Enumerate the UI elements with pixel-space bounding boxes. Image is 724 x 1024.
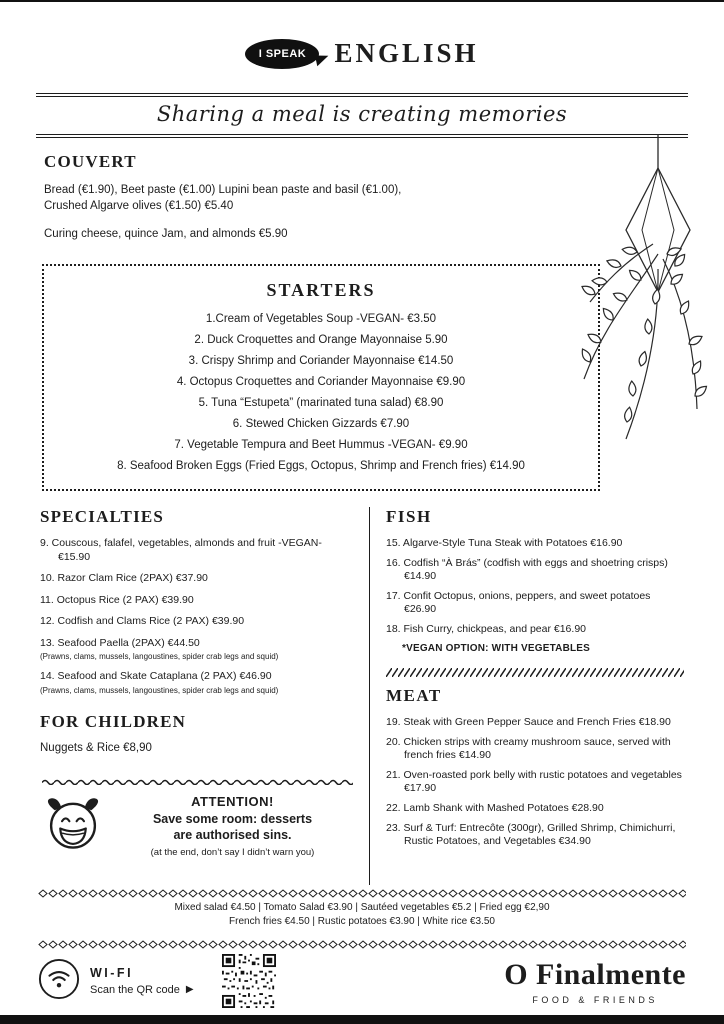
menu-item: 21. Oven-roasted pork belly with rustic potatoes and vegetables €17.90 bbox=[386, 769, 682, 794]
play-arrow-icon: ▶ bbox=[185, 984, 194, 995]
specialties-title: SPECIALTIES bbox=[40, 507, 165, 526]
left-column bbox=[40, 507, 370, 893]
footer bbox=[0, 945, 724, 1008]
wifi-text bbox=[90, 966, 194, 996]
top-border bbox=[0, 0, 724, 2]
divider-rule-bottom bbox=[36, 134, 688, 138]
menu-item-note: (Prawns, clams, mussels, langoustines, spider crab legs and squid) bbox=[40, 652, 279, 661]
menu-item: 10. Razor Clam Rice (2PAX) €37.90 bbox=[40, 572, 208, 584]
menu-item: 19. Steak with Green Pepper Sauce and French Fries €18.90 bbox=[386, 716, 671, 728]
sides-section bbox=[0, 894, 724, 936]
menu-item: 11. Octopus Rice (2 PAX) €39.90 bbox=[40, 593, 194, 606]
menu-item-note: (Prawns, clams, mussels, langoustines, spider crab legs and squid) bbox=[40, 685, 279, 695]
menu-item: 9. Couscous, falafel, vegetables, almonds and fruit -VEGAN- €15.90 bbox=[40, 537, 322, 563]
menu-item: 18. Fish Curry, chickpeas, and pear €16.90 bbox=[386, 623, 586, 635]
wifi-group bbox=[38, 958, 194, 1005]
menu-item: 13. Seafood Paella (2PAX) €44.50 (Prawns, clams, mussels, langoustines, spider crab legs and squid) bbox=[40, 637, 355, 663]
header bbox=[0, 0, 724, 69]
menu-item: 3. Crispy Shrimp and Coriander Mayonnaise €14.50 bbox=[188, 355, 454, 367]
menu-item: 14. Seafood and Skate Cataplana (2 PAX) €46.90 (Prawns, clams, mussels, langoustines, spider crab legs and squid) bbox=[40, 670, 355, 696]
menu-item: 22. Lamb Shank with Mashed Potatoes €28.90 bbox=[386, 802, 604, 814]
couvert-line: Bread (€1.90), Beet paste (€1.00) Lupini bean paste and basil (€1.00), bbox=[44, 184, 402, 196]
tagline: Sharing a meal is creating memories bbox=[156, 102, 568, 126]
i-speak-label: I SPEAK bbox=[258, 47, 307, 60]
menu-item: Nuggets & Rice €8,90 bbox=[40, 741, 152, 754]
couvert-section bbox=[44, 152, 680, 242]
children-section bbox=[40, 712, 355, 754]
attention-title: ATTENTION! bbox=[191, 793, 274, 809]
starters-section bbox=[42, 264, 600, 491]
brand-name: O Finalmente bbox=[504, 957, 686, 991]
tagline-band bbox=[36, 93, 688, 138]
i-speak-badge bbox=[245, 39, 319, 69]
qr-code bbox=[222, 954, 276, 1008]
couvert-title: COUVERT bbox=[44, 152, 137, 171]
sides-line: Mixed salad €4.50 | Tomato Salad €3.90 | Sautéed vegetables €5.2 | Fried egg €2,90 bbox=[174, 902, 550, 913]
starters-title: STARTERS bbox=[266, 280, 376, 300]
couvert-line: Crushed Algarve olives (€1.50) €5.40 bbox=[44, 200, 234, 212]
menu-item: 16. Codfish “À Brás” (codfish with eggs and shoetring crisps) €14.90 bbox=[386, 557, 668, 582]
wifi-label: WI-FI bbox=[90, 966, 134, 980]
menu-item: 23. Surf & Turf: Entrecôte (300gr), Grilled Shrimp, Chimichurri, Rustic Potatoes, and Vegetables €34.90 bbox=[386, 822, 676, 847]
right-column bbox=[370, 507, 684, 893]
wavy-divider bbox=[42, 772, 353, 780]
diamond-divider bbox=[38, 936, 686, 945]
menu-item: 15. Algarve-Style Tuna Steak with Potatoes €16.90 bbox=[386, 537, 623, 549]
wifi-icon bbox=[38, 958, 80, 1005]
menu-item: 5. Tuna “Estupeta” (marinated tuna salad) €8.90 bbox=[198, 397, 444, 409]
specialties-section bbox=[40, 507, 355, 696]
fish-title: FISH bbox=[386, 507, 432, 526]
bottom-cluster bbox=[0, 885, 724, 1024]
menu-item: 2. Duck Croquettes and Orange Mayonnaise 5.90 bbox=[194, 334, 448, 346]
brand-subtitle: FOOD & FRIENDS bbox=[532, 994, 658, 1005]
attention-text: ATTENTION! Save some room: desserts are authorised sins. (at the end, don’t say I didn’t warn you) bbox=[116, 794, 349, 858]
meat-section bbox=[386, 686, 684, 848]
fish-section bbox=[386, 507, 684, 654]
scan-qr-label: Scan the QR code bbox=[90, 984, 180, 996]
couvert-line: Curing cheese, quince Jam, and almonds €5.90 bbox=[44, 228, 288, 240]
devil-emoji-icon bbox=[42, 795, 104, 856]
hatch-divider bbox=[386, 664, 684, 673]
menu-item: 6. Stewed Chicken Gizzards €7.90 bbox=[232, 418, 410, 430]
diamond-divider bbox=[38, 885, 686, 894]
menu-item: 7. Vegetable Tempura and Beet Hummus -VEGAN- €9.90 bbox=[174, 439, 468, 451]
attention-footnote: (at the end, don’t say I didn’t warn you) bbox=[150, 846, 315, 858]
language-title: ENGLISH bbox=[334, 38, 479, 68]
sides-line: French fries €4.50 | Rustic potatoes €3.90 | White rice €3.50 bbox=[229, 916, 495, 927]
brand bbox=[504, 958, 686, 1005]
vegan-option-note: *VEGAN OPTION: WITH VEGETABLES bbox=[402, 643, 591, 654]
menu-item: 20. Chicken strips with creamy mushroom sauce, served with french fries €14.90 bbox=[386, 736, 671, 761]
meat-title: MEAT bbox=[386, 686, 442, 705]
attention-box bbox=[40, 792, 355, 858]
children-title: FOR CHILDREN bbox=[40, 711, 187, 731]
menu-item: 1.Cream of Vegetables Soup -VEGAN- €3.50 bbox=[205, 313, 437, 325]
menu-columns bbox=[40, 507, 684, 893]
menu-item: 4. Octopus Croquettes and Coriander Mayonnaise €9.90 bbox=[176, 376, 466, 388]
menu-item: 8. Seafood Broken Eggs (Fried Eggs, Octopus, Shrimp and French fries) €14.90 bbox=[117, 460, 525, 472]
menu-item: 12. Codfish and Clams Rice (2 PAX) €39.90 bbox=[40, 615, 245, 627]
bottom-border bbox=[0, 1015, 724, 1024]
menu-item: 17. Confit Octopus, onions, peppers, and sweet potatoes €26.90 bbox=[386, 590, 651, 615]
